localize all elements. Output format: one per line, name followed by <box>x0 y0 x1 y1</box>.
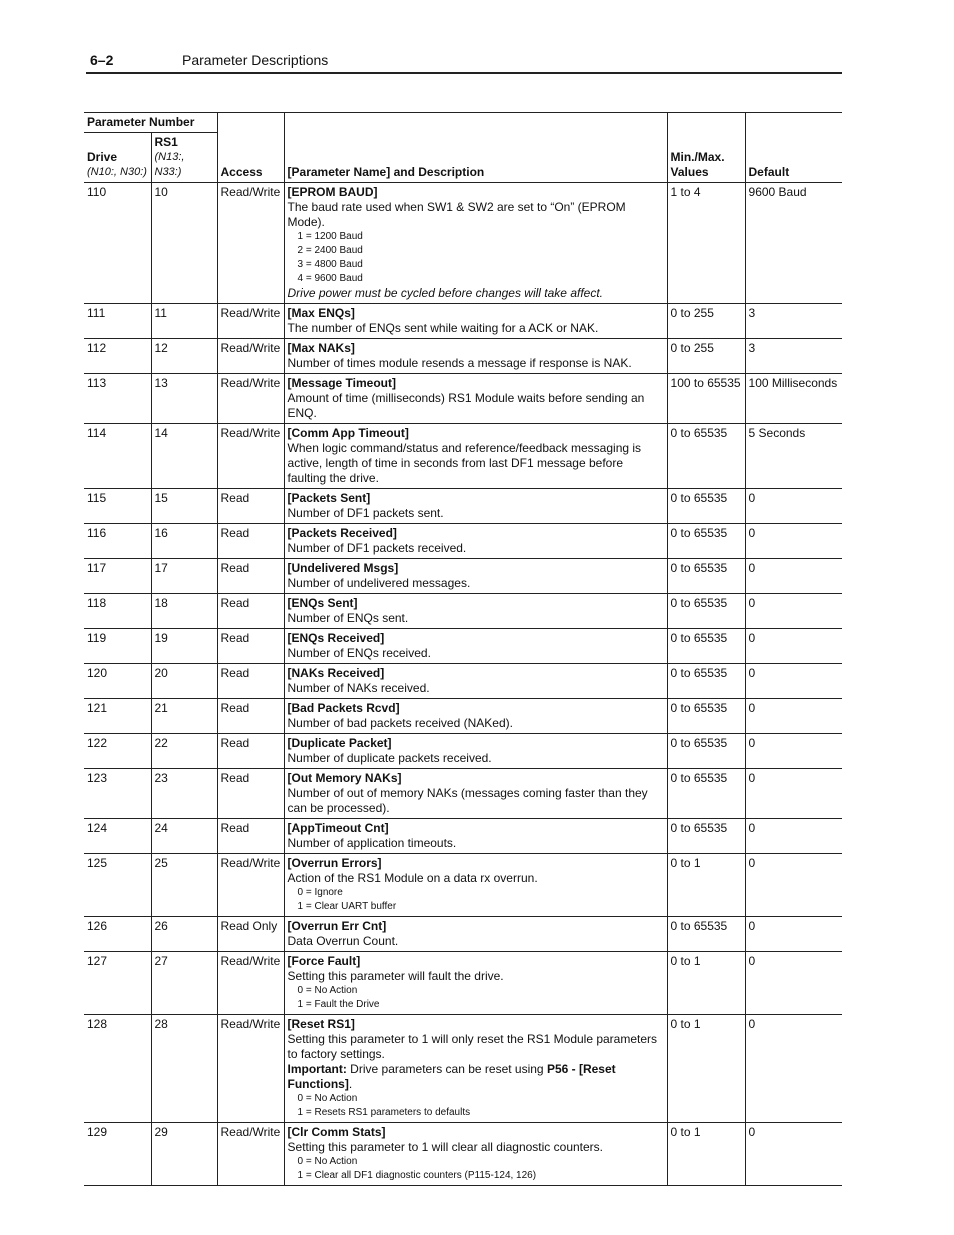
parameter-name: [Bad Packets Rcvd] <box>287 701 400 715</box>
access-cell: Read/Write <box>217 1123 284 1186</box>
rs1-param-number: 25 <box>151 854 217 917</box>
table-row <box>84 489 842 524</box>
rs1-param-number: 16 <box>151 524 217 559</box>
table-row <box>84 699 842 734</box>
option-list <box>288 1092 664 1120</box>
parameter-name: [EPROM BAUD] <box>287 185 378 199</box>
drive-header-label: Drive <box>87 150 118 164</box>
access-cell: Read <box>217 664 284 699</box>
min-max-cell: 0 to 65535 <box>667 819 745 854</box>
default-cell: 100 Milliseconds <box>745 374 842 424</box>
option-item: 0 = No Action <box>297 985 358 996</box>
parameter-name: [Max ENQs] <box>287 306 355 320</box>
parameter-name: [Overrun Err Cnt] <box>287 919 387 933</box>
min-max-cell: 0 to 65535 <box>667 734 745 769</box>
rs1-param-number: 12 <box>151 339 217 374</box>
drive-param-number: 111 <box>84 304 151 339</box>
description-cell <box>284 183 667 304</box>
description-cell <box>284 699 667 734</box>
parameter-description: Data Overrun Count. <box>287 934 399 948</box>
rs1-param-number: 27 <box>151 952 217 1015</box>
min-max-cell: 0 to 65535 <box>667 559 745 594</box>
table-row <box>84 183 842 304</box>
description-cell <box>284 819 667 854</box>
drive-param-number: 125 <box>84 854 151 917</box>
access-cell: Read/Write <box>217 1015 284 1123</box>
table-row <box>84 594 842 629</box>
parameter-description: Setting this parameter will fault the drive. <box>287 969 504 983</box>
drive-param-number: 113 <box>84 374 151 424</box>
parameter-name: [Undelivered Msgs] <box>287 561 399 575</box>
default-cell: 0 <box>745 559 842 594</box>
min-max-cell: 0 to 1 <box>667 952 745 1015</box>
drive-param-number: 116 <box>84 524 151 559</box>
access-cell: Read <box>217 629 284 664</box>
rs1-param-number: 15 <box>151 489 217 524</box>
min-max-cell: 0 to 65535 <box>667 917 745 952</box>
drive-param-number: 129 <box>84 1123 151 1186</box>
parameter-name: [Max NAKs] <box>287 341 355 355</box>
min-max-cell: 0 to 1 <box>667 1123 745 1186</box>
min-max-cell: 0 to 255 <box>667 304 745 339</box>
access-cell: Read Only <box>217 917 284 952</box>
parameter-description: Number of out of memory NAKs (messages coming faster than they can be processed). <box>287 786 648 815</box>
access-cell: Read/Write <box>217 854 284 917</box>
min-max-cell: 0 to 65535 <box>667 594 745 629</box>
parameter-description: Action of the RS1 Module on a data rx overrun. <box>287 871 538 885</box>
parameter-name: [Out Memory NAKs] <box>287 771 402 785</box>
parameter-table <box>84 112 842 1186</box>
min-max-cell: 0 to 1 <box>667 854 745 917</box>
drive-header-files: (N10:, N30:) <box>87 166 147 178</box>
table-row <box>84 819 842 854</box>
option-list <box>288 984 664 1012</box>
default-cell: 5 Seconds <box>745 424 842 489</box>
table-row <box>84 917 842 952</box>
default-cell: 9600 Baud <box>745 183 842 304</box>
rs1-param-number: 11 <box>151 304 217 339</box>
min-max-header-line2: Values <box>670 165 709 179</box>
description-cell <box>284 664 667 699</box>
parameter-description: Number of DF1 packets sent. <box>287 506 444 520</box>
min-max-cell: 0 to 65535 <box>667 664 745 699</box>
table-row <box>84 854 842 917</box>
description-cell <box>284 489 667 524</box>
table-header <box>84 113 842 183</box>
table-row <box>84 629 842 664</box>
default-cell: 3 <box>745 304 842 339</box>
rs1-param-number: 10 <box>151 183 217 304</box>
access-cell: Read <box>217 559 284 594</box>
parameter-description: The baud rate used when SW1 & SW2 are set to “On” (EPROM Mode). <box>287 200 626 229</box>
description-cell <box>284 769 667 819</box>
important-reference: P56 - [Reset Functions] <box>287 1062 616 1091</box>
parameter-description: Number of undelivered messages. <box>287 576 471 590</box>
table-body <box>84 183 842 1186</box>
description-cell <box>284 734 667 769</box>
option-item: 1 = Clear UART buffer <box>297 901 397 912</box>
default-cell: 0 <box>745 1015 842 1123</box>
default-cell: 3 <box>745 339 842 374</box>
min-max-cell: 100 to 65535 <box>667 374 745 424</box>
access-cell: Read <box>217 734 284 769</box>
access-cell: Read/Write <box>217 304 284 339</box>
access-header: Access <box>217 113 284 183</box>
parameter-name: [Packets Sent] <box>287 491 371 505</box>
access-cell: Read/Write <box>217 424 284 489</box>
default-cell: 0 <box>745 489 842 524</box>
parameter-name: [AppTimeout Cnt] <box>287 821 389 835</box>
access-cell: Read <box>217 699 284 734</box>
default-cell: 0 <box>745 524 842 559</box>
description-cell <box>284 952 667 1015</box>
access-cell: Read <box>217 489 284 524</box>
drive-param-number: 128 <box>84 1015 151 1123</box>
parameter-name: [Reset RS1] <box>287 1017 355 1031</box>
rs1-param-number: 19 <box>151 629 217 664</box>
parameter-description: The number of ENQs sent while waiting for a ACK or NAK. <box>287 321 599 335</box>
rs1-param-number: 13 <box>151 374 217 424</box>
access-cell: Read/Write <box>217 183 284 304</box>
option-item: 1 = 1200 Baud <box>297 231 363 242</box>
description-cell <box>284 917 667 952</box>
parameter-name: [Comm App Timeout] <box>287 426 409 440</box>
drive-param-number: 126 <box>84 917 151 952</box>
table-row <box>84 734 842 769</box>
access-cell: Read/Write <box>217 952 284 1015</box>
description-cell <box>284 854 667 917</box>
default-header: Default <box>745 113 842 183</box>
description-cell <box>284 559 667 594</box>
page-number: 6–2 <box>90 52 114 68</box>
parameter-name: [Packets Received] <box>287 526 397 540</box>
rs1-param-number: 17 <box>151 559 217 594</box>
default-cell: 0 <box>745 952 842 1015</box>
min-max-header <box>667 113 745 183</box>
drive-param-number: 120 <box>84 664 151 699</box>
parameter-name: [Clr Comm Stats] <box>287 1125 386 1139</box>
parameter-description: Number of bad packets received (NAKed). <box>287 716 513 730</box>
description-cell <box>284 524 667 559</box>
table-row <box>84 952 842 1015</box>
name-description-header: [Parameter Name] and Description <box>284 113 667 183</box>
default-cell: 0 <box>745 854 842 917</box>
parameter-name: [Force Fault] <box>287 954 361 968</box>
option-list <box>288 1155 664 1183</box>
description-cell <box>284 1015 667 1123</box>
access-cell: Read/Write <box>217 339 284 374</box>
description-cell <box>284 339 667 374</box>
parameter-name: [ENQs Sent] <box>287 596 358 610</box>
drive-param-number: 110 <box>84 183 151 304</box>
default-cell: 0 <box>745 699 842 734</box>
drive-param-number: 115 <box>84 489 151 524</box>
drive-param-number: 127 <box>84 952 151 1015</box>
description-cell <box>284 424 667 489</box>
drive-param-number: 124 <box>84 819 151 854</box>
table-row <box>84 559 842 594</box>
drive-param-number: 117 <box>84 559 151 594</box>
min-max-cell: 0 to 1 <box>667 1015 745 1123</box>
rs1-param-number: 21 <box>151 699 217 734</box>
default-cell: 0 <box>745 629 842 664</box>
parameter-description: Number of duplicate packets received. <box>287 751 492 765</box>
parameter-description: When logic command/status and reference/feedback messaging is active, length of time in seconds from last DF1 message before faulting the drive. <box>287 441 642 485</box>
rs1-header-files: (N13:, N33:) <box>154 151 185 178</box>
access-cell: Read <box>217 594 284 629</box>
drive-param-number: 122 <box>84 734 151 769</box>
option-item: 3 = 4800 Baud <box>297 259 363 270</box>
table-row <box>84 339 842 374</box>
table-row <box>84 374 842 424</box>
table-row <box>84 664 842 699</box>
min-max-cell: 0 to 65535 <box>667 489 745 524</box>
rs1-header-label: RS1 <box>154 135 178 149</box>
important-end: . <box>348 1077 353 1091</box>
min-max-header-line1: Min./Max. <box>670 150 725 164</box>
parameter-description: Amount of time (milliseconds) RS1 Module waits before sending an ENQ. <box>287 391 645 420</box>
drive-param-number: 114 <box>84 424 151 489</box>
access-cell: Read <box>217 769 284 819</box>
description-cell <box>284 594 667 629</box>
parameter-description: Number of ENQs received. <box>287 646 431 660</box>
table-row <box>84 524 842 559</box>
important-text: Drive parameters can be reset using <box>346 1062 547 1076</box>
parameter-description: Number of times module resends a message if response is NAK. <box>287 356 632 370</box>
rs1-param-number: 23 <box>151 769 217 819</box>
min-max-cell: 0 to 65535 <box>667 424 745 489</box>
default-cell: 0 <box>745 594 842 629</box>
parameter-description: Setting this parameter to 1 will only reset the RS1 Module parameters to factory settings. <box>287 1032 658 1061</box>
option-item: 0 = Ignore <box>297 887 343 898</box>
parameter-name: [Overrun Errors] <box>287 856 382 870</box>
description-cell <box>284 1123 667 1186</box>
min-max-cell: 0 to 255 <box>667 339 745 374</box>
rs1-param-number: 22 <box>151 734 217 769</box>
drive-header <box>84 133 151 183</box>
option-item: 1 = Fault the Drive <box>297 999 380 1010</box>
parameter-number-header: Parameter Number <box>84 113 217 133</box>
min-max-cell: 0 to 65535 <box>667 769 745 819</box>
default-cell: 0 <box>745 1123 842 1186</box>
rs1-header <box>151 133 217 183</box>
access-cell: Read/Write <box>217 374 284 424</box>
parameter-name: [Message Timeout] <box>287 376 396 390</box>
rs1-param-number: 14 <box>151 424 217 489</box>
option-item: 0 = No Action <box>297 1093 358 1104</box>
description-cell <box>284 374 667 424</box>
parameter-description: Number of application timeouts. <box>287 836 457 850</box>
description-cell <box>284 304 667 339</box>
table-row <box>84 769 842 819</box>
option-list <box>288 886 664 914</box>
default-cell: 0 <box>745 664 842 699</box>
table-row <box>84 1123 842 1186</box>
description-cell <box>284 629 667 664</box>
drive-param-number: 118 <box>84 594 151 629</box>
parameter-name: [NAKs Received] <box>287 666 385 680</box>
min-max-cell: 0 to 65535 <box>667 524 745 559</box>
default-cell: 0 <box>745 734 842 769</box>
default-cell: 0 <box>745 769 842 819</box>
option-item: 2 = 2400 Baud <box>297 245 363 256</box>
rs1-param-number: 24 <box>151 819 217 854</box>
min-max-cell: 0 to 65535 <box>667 629 745 664</box>
access-cell: Read <box>217 819 284 854</box>
default-cell: 0 <box>745 917 842 952</box>
drive-param-number: 119 <box>84 629 151 664</box>
default-cell: 0 <box>745 819 842 854</box>
table-row <box>84 304 842 339</box>
parameter-note: Drive power must be cycled before changes will take affect. <box>287 286 603 300</box>
parameter-description: Number of NAKs received. <box>287 681 430 695</box>
rs1-param-number: 29 <box>151 1123 217 1186</box>
rs1-param-number: 28 <box>151 1015 217 1123</box>
parameter-name: [Duplicate Packet] <box>287 736 392 750</box>
parameter-name: [ENQs Received] <box>287 631 385 645</box>
drive-param-number: 112 <box>84 339 151 374</box>
min-max-cell: 1 to 4 <box>667 183 745 304</box>
option-item: 1 = Resets RS1 parameters to defaults <box>297 1107 471 1118</box>
rs1-param-number: 18 <box>151 594 217 629</box>
parameter-description: Number of ENQs sent. <box>287 611 409 625</box>
page-header <box>86 52 842 74</box>
option-item: 0 = No Action <box>297 1156 358 1167</box>
rs1-param-number: 26 <box>151 917 217 952</box>
min-max-cell: 0 to 65535 <box>667 699 745 734</box>
section-title: Parameter Descriptions <box>182 52 329 68</box>
important-note <box>288 1062 664 1092</box>
table-row <box>84 424 842 489</box>
parameter-description: Setting this parameter to 1 will clear all diagnostic counters. <box>287 1140 604 1154</box>
table-row <box>84 1015 842 1123</box>
rs1-param-number: 20 <box>151 664 217 699</box>
option-list <box>288 230 664 286</box>
parameter-description: Number of DF1 packets received. <box>287 541 467 555</box>
option-item: 1 = Clear all DF1 diagnostic counters (P115-124, 126) <box>297 1170 537 1181</box>
drive-param-number: 123 <box>84 769 151 819</box>
drive-param-number: 121 <box>84 699 151 734</box>
option-item: 4 = 9600 Baud <box>297 273 363 284</box>
access-cell: Read <box>217 524 284 559</box>
important-label: Important: <box>287 1062 347 1076</box>
